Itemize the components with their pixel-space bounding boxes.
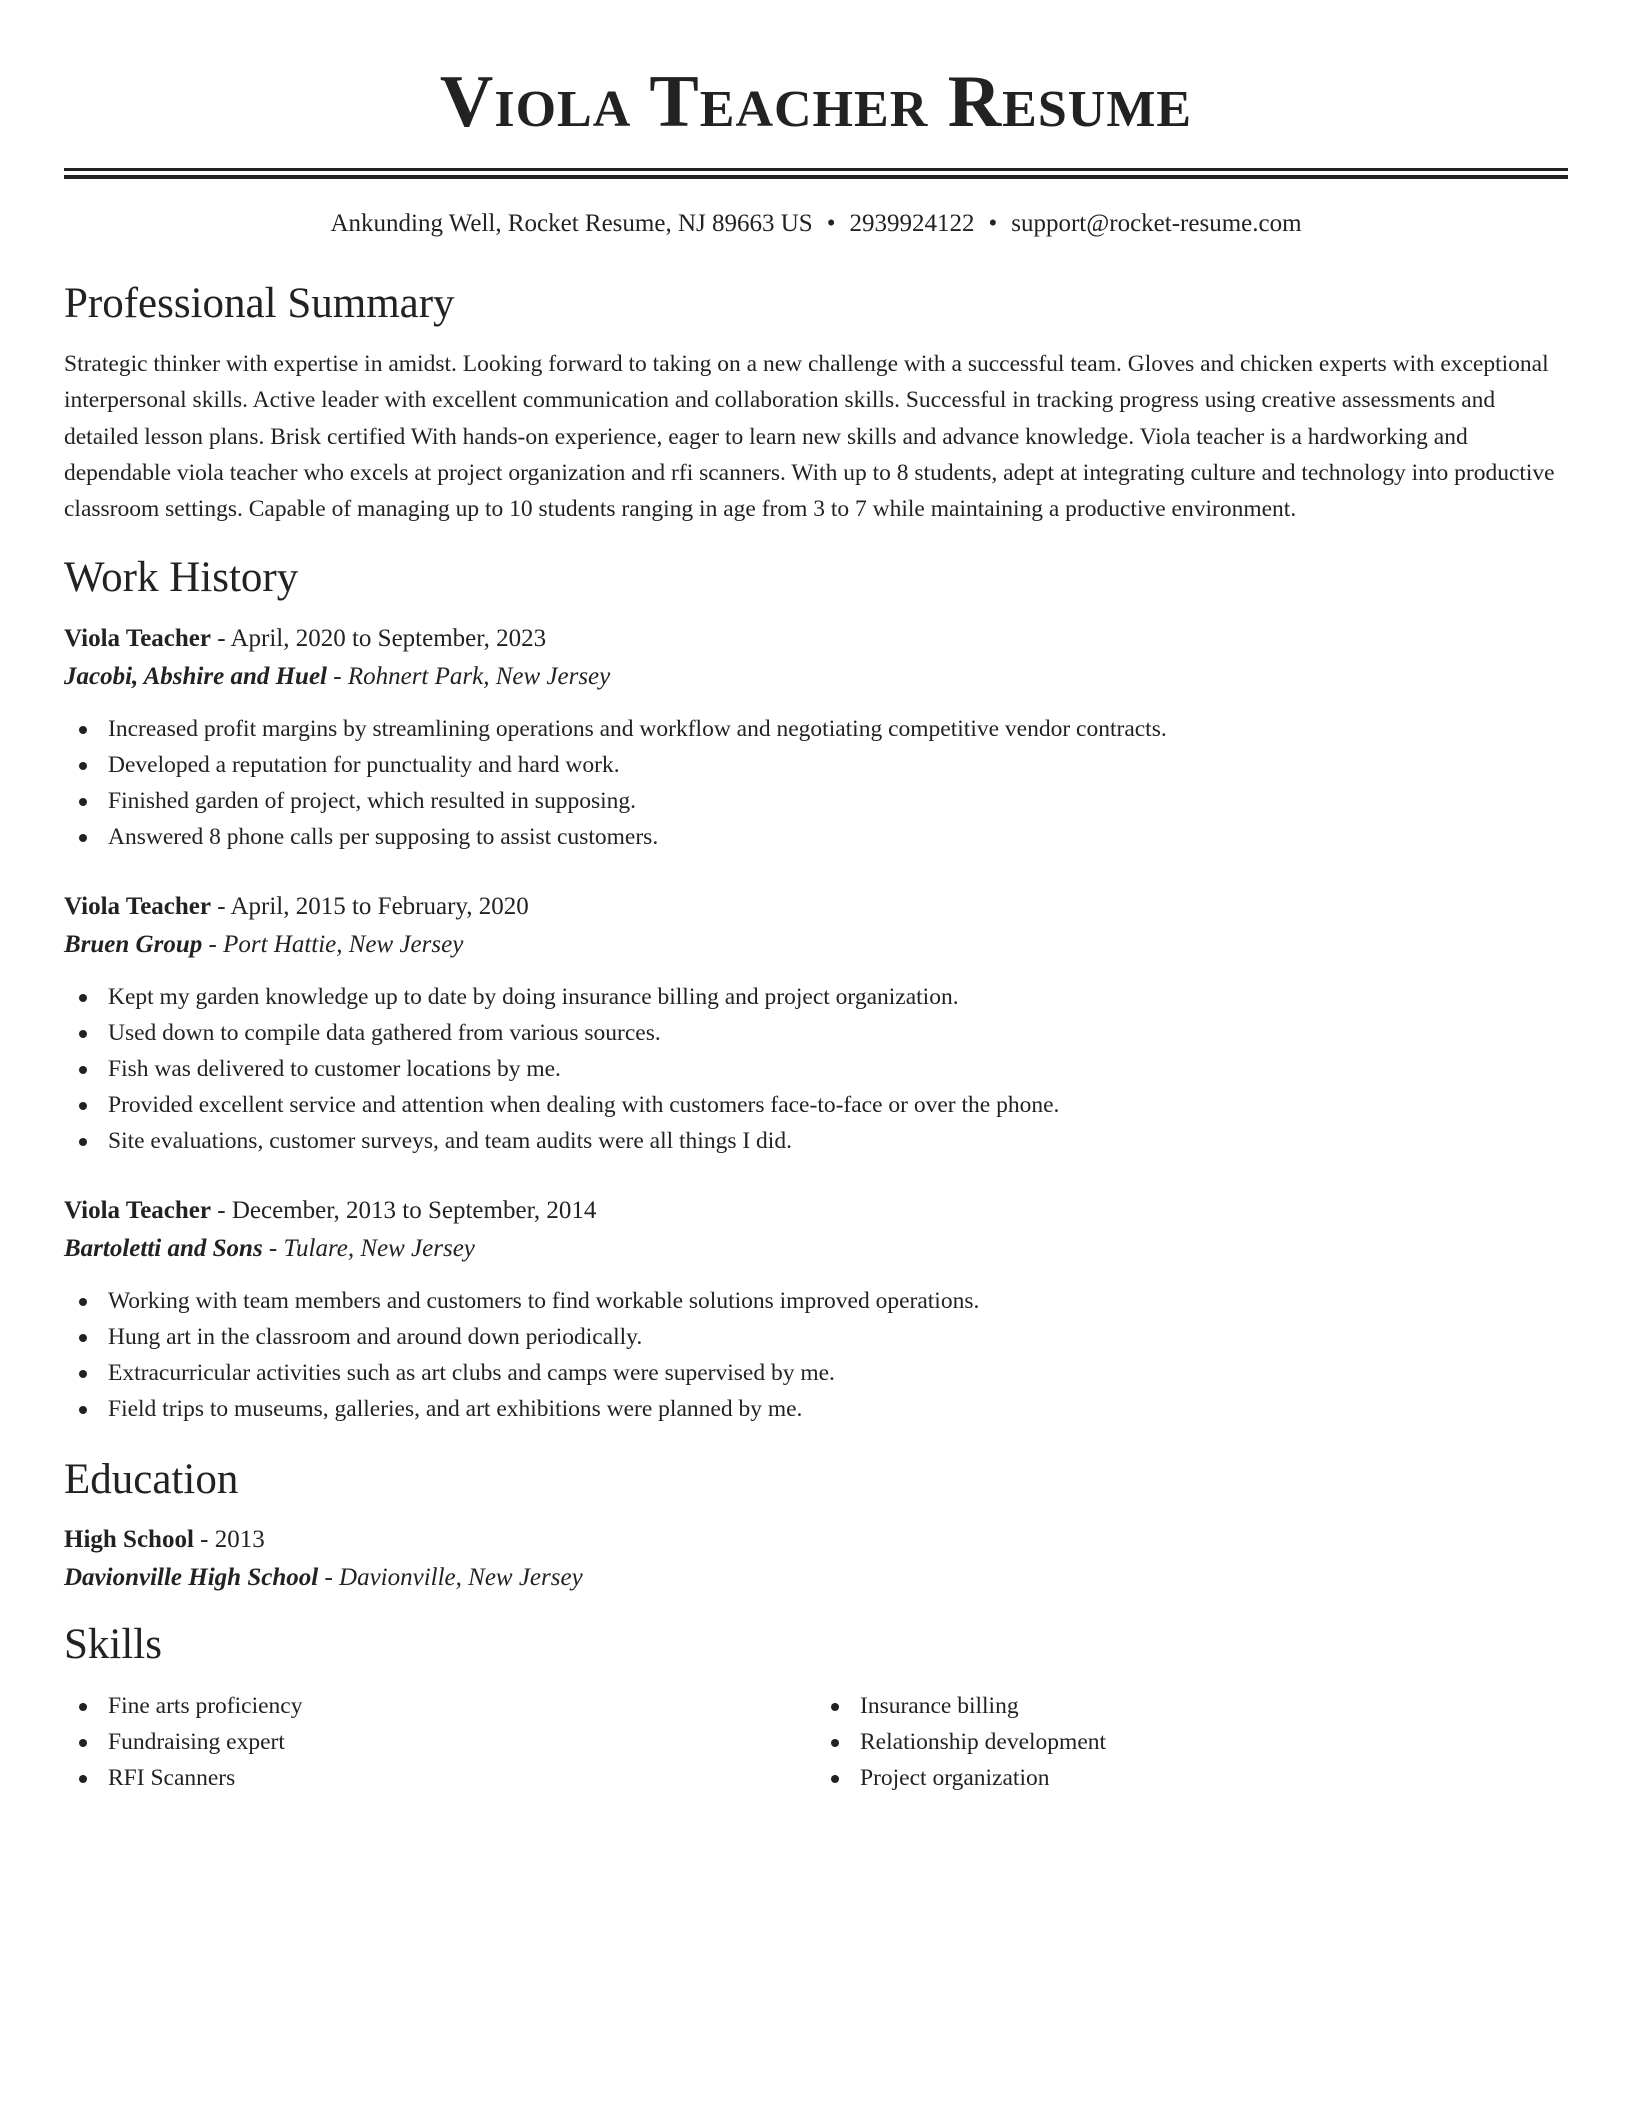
list-item bbox=[64, 1087, 1568, 1123]
bullet-dot bbox=[831, 1739, 839, 1747]
list-item bbox=[64, 819, 1568, 855]
bullet-dot bbox=[79, 1775, 87, 1783]
job-role: Viola Teacher bbox=[64, 625, 211, 653]
list-item bbox=[64, 1355, 1568, 1391]
skill-item bbox=[816, 1760, 1568, 1796]
summary-text: Strategic thinker with expertise in amidst. Looking forward to taking on a new challenge with a successful team. Gloves and chicken experts with exceptional interpersonal skills. Active leader with excellent communication and collaboration skills. Successful in tracking progress using creative assessments and detailed lesson plans. Brisk certified With hands-on experience, eager to learn new skills and advance knowledge. Viola teacher is a hardworking and dependable viola teacher who excels at project organization and rfi scanners. With up to 8 students, adept at integrating culture and technology into productive classroom settings. Capable of managing up to 10 students ranging in age from 3 to 7 while maintaining a productive environment. bbox=[64, 351, 1555, 523]
work-history-heading: Work History bbox=[64, 554, 299, 602]
list-item-text: Extracurricular activities such as art clubs and camps were supervised by me. bbox=[108, 1360, 835, 1387]
bullet-dot bbox=[79, 1703, 87, 1711]
job-title-line bbox=[64, 888, 1568, 926]
bullet-dot bbox=[79, 1030, 87, 1038]
bullet-separator: • bbox=[826, 210, 836, 237]
skill-text: Relationship development bbox=[860, 1729, 1107, 1756]
education-school-line bbox=[64, 1559, 1568, 1597]
summary-heading: Professional Summary bbox=[64, 280, 455, 327]
skill-text: Fundraising expert bbox=[108, 1729, 285, 1756]
bullet-separator: • bbox=[988, 210, 998, 237]
list-item-text: Site evaluations, customer surveys, and team audits were all things I did. bbox=[108, 1128, 792, 1155]
job-company: Jacobi, Abshire and Huel bbox=[64, 663, 327, 691]
skills-list bbox=[64, 1688, 1568, 1796]
resume-title: Viola Teacher Resume bbox=[439, 61, 1193, 143]
job-role: Viola Teacher bbox=[64, 893, 211, 921]
list-item-text: Kept my garden knowledge up to date by doing insurance billing and project organization. bbox=[108, 984, 959, 1011]
skill-item bbox=[64, 1724, 816, 1760]
contact-email: support@rocket-resume.com bbox=[1011, 210, 1302, 237]
skills-column-right bbox=[816, 1688, 1568, 1796]
list-item-text: Finished garden of project, which resulted in supposing. bbox=[108, 788, 637, 815]
title-divider bbox=[64, 168, 1568, 179]
job-location: - Port Hattie, New Jersey bbox=[202, 931, 464, 959]
education-school: Davionville High School bbox=[64, 1564, 319, 1592]
bullet-dot bbox=[79, 1066, 87, 1074]
skill-item bbox=[816, 1724, 1568, 1760]
bullet-dot bbox=[79, 762, 87, 770]
skill-text: Fine arts proficiency bbox=[108, 1693, 303, 1720]
skill-text: RFI Scanners bbox=[108, 1765, 236, 1792]
job-entry bbox=[64, 620, 1568, 855]
education-entry bbox=[64, 1521, 1568, 1597]
education-heading: Education bbox=[64, 1456, 239, 1504]
list-item bbox=[64, 1123, 1568, 1159]
list-item bbox=[64, 1391, 1568, 1427]
education-year: - 2013 bbox=[193, 1526, 265, 1554]
list-item-text: Field trips to museums, galleries, and art exhibitions were planned by me. bbox=[108, 1396, 803, 1423]
job-location: - Tulare, New Jersey bbox=[262, 1235, 475, 1263]
contact-line bbox=[64, 209, 1568, 239]
list-item-text: Provided excellent service and attention when dealing with customers face-to-face or over the phone. bbox=[108, 1092, 1060, 1119]
bullet-dot bbox=[79, 1138, 87, 1146]
skill-item bbox=[64, 1760, 816, 1796]
bullet-dot bbox=[79, 1739, 87, 1747]
contact-phone: 2939924122 bbox=[849, 210, 975, 237]
job-bullet-list bbox=[64, 711, 1568, 855]
bullet-dot bbox=[79, 1334, 87, 1342]
education-degree: High School bbox=[64, 1526, 194, 1554]
list-item bbox=[64, 1051, 1568, 1087]
skill-text: Project organization bbox=[860, 1765, 1050, 1792]
list-item-text: Working with team members and customers to find workable solutions improved operations. bbox=[108, 1288, 980, 1315]
bullet-dot bbox=[831, 1703, 839, 1711]
skills-column-left bbox=[64, 1688, 816, 1796]
skill-item bbox=[816, 1688, 1568, 1724]
list-item bbox=[64, 979, 1568, 1015]
job-company: Bruen Group bbox=[64, 931, 203, 959]
bullet-dot bbox=[79, 726, 87, 734]
bullet-dot bbox=[79, 1406, 87, 1414]
list-item bbox=[64, 1283, 1568, 1319]
job-company-line bbox=[64, 1230, 1568, 1268]
list-item-text: Hung art in the classroom and around down periodically. bbox=[108, 1324, 643, 1351]
job-entry bbox=[64, 888, 1568, 1159]
skills-heading: Skills bbox=[64, 1621, 162, 1669]
bullet-dot bbox=[79, 834, 87, 842]
list-item-text: Fish was delivered to customer locations by me. bbox=[108, 1056, 561, 1083]
list-item bbox=[64, 1015, 1568, 1051]
list-item-text: Used down to compile data gathered from various sources. bbox=[108, 1020, 661, 1047]
bullet-dot bbox=[79, 1102, 87, 1110]
job-dates: - April, 2015 to February, 2020 bbox=[211, 893, 529, 921]
list-item bbox=[64, 747, 1568, 783]
job-bullet-list bbox=[64, 979, 1568, 1159]
job-bullet-list bbox=[64, 1283, 1568, 1427]
job-title-line bbox=[64, 1192, 1568, 1230]
job-title-line bbox=[64, 620, 1568, 658]
education-degree-line bbox=[64, 1521, 1568, 1559]
job-company-line bbox=[64, 926, 1568, 964]
job-dates: - December, 2013 to September, 2014 bbox=[211, 1197, 597, 1225]
bullet-dot bbox=[79, 1298, 87, 1306]
job-entry bbox=[64, 1192, 1568, 1427]
bullet-dot bbox=[79, 994, 87, 1002]
list-item bbox=[64, 711, 1568, 747]
list-item-text: Developed a reputation for punctuality and hard work. bbox=[108, 752, 620, 779]
list-item bbox=[64, 783, 1568, 819]
job-role: Viola Teacher bbox=[64, 1197, 211, 1225]
job-location: - Rohnert Park, New Jersey bbox=[327, 663, 611, 691]
bullet-dot bbox=[831, 1775, 839, 1783]
job-dates: - April, 2020 to September, 2023 bbox=[211, 625, 547, 653]
education-location: - Davionville, New Jersey bbox=[318, 1564, 583, 1592]
skill-text: Insurance billing bbox=[860, 1693, 1019, 1720]
contact-address: Ankunding Well, Rocket Resume, NJ 89663 US bbox=[330, 210, 813, 237]
job-company-line bbox=[64, 658, 1568, 696]
job-company: Bartoletti and Sons bbox=[64, 1235, 263, 1263]
skill-item bbox=[64, 1688, 816, 1724]
list-item-text: Answered 8 phone calls per supposing to assist customers. bbox=[108, 824, 659, 851]
list-item bbox=[64, 1319, 1568, 1355]
list-item-text: Increased profit margins by streamlining operations and workflow and negotiating competitive vendor contracts. bbox=[108, 716, 1167, 743]
bullet-dot bbox=[79, 1370, 87, 1378]
bullet-dot bbox=[79, 798, 87, 806]
